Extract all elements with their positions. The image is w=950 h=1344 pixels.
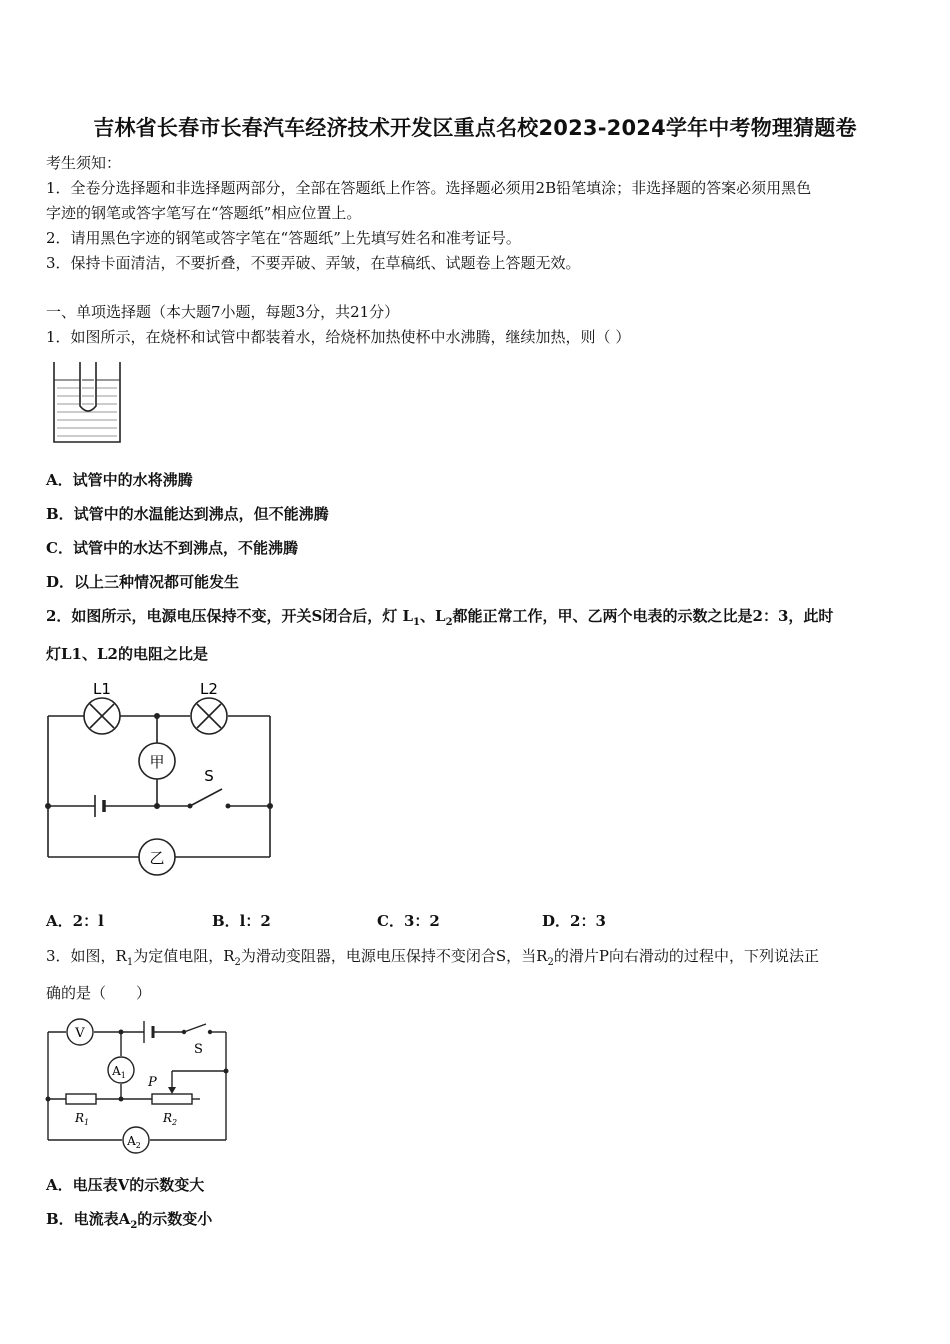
q2-stem: 2．如图所示，电源电压保持不变，开关S闭合后，灯 $L_1$、$L_2$都能正常工作，甲、乙两个电表的示数之比是2：3，此时	[46, 607, 834, 628]
q2-circuit-diagram	[44, 676, 280, 866]
q3-ammeter1-label: $A_1$	[112, 1064, 126, 1080]
q1-option-b[interactable]: B．试管中的水温能达到沸点，但不能沸腾	[46, 505, 329, 523]
q2-option-b[interactable]: B．l：2	[212, 912, 271, 930]
q3-stem-line2: 确的是（ ）	[46, 984, 152, 1002]
q2-meter-jia-label: 甲	[149, 753, 165, 771]
q1-option-c[interactable]: C．试管中的水达不到沸点，不能沸腾	[46, 539, 298, 557]
q3-ammeter2-label: $A_2$	[127, 1134, 141, 1150]
q2-switch-label: S	[204, 767, 214, 785]
q1-beaker-diagram	[52, 362, 122, 444]
q2-lamp2-label: L2	[200, 680, 218, 698]
q2-option-a[interactable]: A．2：l	[46, 912, 104, 930]
q1-option-a[interactable]: A．试管中的水将沸腾	[46, 471, 193, 489]
q1-option-d[interactable]: D．以上三种情况都可能发生	[46, 573, 240, 591]
q3-stem: 3．如图，$R_1$为定值电阻，$R_2$为滑动变阻器，电源电压保持不变闭合S，当$R_2$的滑片P向右滑动的过程中，下列说法正	[46, 947, 819, 968]
q2-option-c[interactable]: C．3：2	[377, 912, 440, 930]
q3-r2-label: $R_2$	[163, 1111, 178, 1127]
q3-option-a[interactable]: A．电压表V的示数变大	[46, 1176, 205, 1194]
q3-voltmeter-label: V	[75, 1026, 85, 1041]
notice-line-1a: 1．全卷分选择题和非选择题两部分，全部在答题纸上作答。选择题必须用2B铅笔填涂；非选择题的答案必须用黑色	[46, 179, 812, 197]
q2-stem-line2: 灯L1、L2的电阻之比是	[46, 645, 208, 663]
notice-heading: 考生须知：	[46, 154, 122, 172]
q2-lamp1-label: L1	[93, 680, 111, 698]
notice-line-2: 2．请用黑色字迹的钢笔或答字笔在“答题纸”上先填写姓名和准考证号。	[46, 229, 521, 247]
q3-switch-label: S	[194, 1042, 203, 1057]
page-title: 吉林省长春市长春汽车经济技术开发区重点名校2023-2024学年中考物理猜题卷	[93, 116, 857, 140]
q1-stem: 1．如图所示，在烧杯和试管中都装着水，给烧杯加热使杯中水沸腾，继续加热，则（ ）	[46, 328, 631, 346]
q2-meter-yi-label: 乙	[149, 849, 165, 867]
q2-option-d[interactable]: D．2：3	[542, 912, 606, 930]
notice-line-1b: 字迹的钢笔或答字笔写在“答题纸”相应位置上。	[46, 204, 362, 222]
section-heading: 一、单项选择题（本大题7小题，每题3分，共21分）	[46, 303, 400, 321]
q3-slider-label: P	[148, 1075, 157, 1090]
q3-circuit-diagram	[44, 1018, 234, 1158]
q3-option-b[interactable]: B．电流表$A_2$的示数变小	[46, 1210, 213, 1231]
q3-r1-label: $R_1$	[75, 1111, 90, 1127]
notice-line-3: 3．保持卡面清洁，不要折叠，不要弄破、弄皱，在草稿纸、试题卷上答题无效。	[46, 254, 581, 272]
